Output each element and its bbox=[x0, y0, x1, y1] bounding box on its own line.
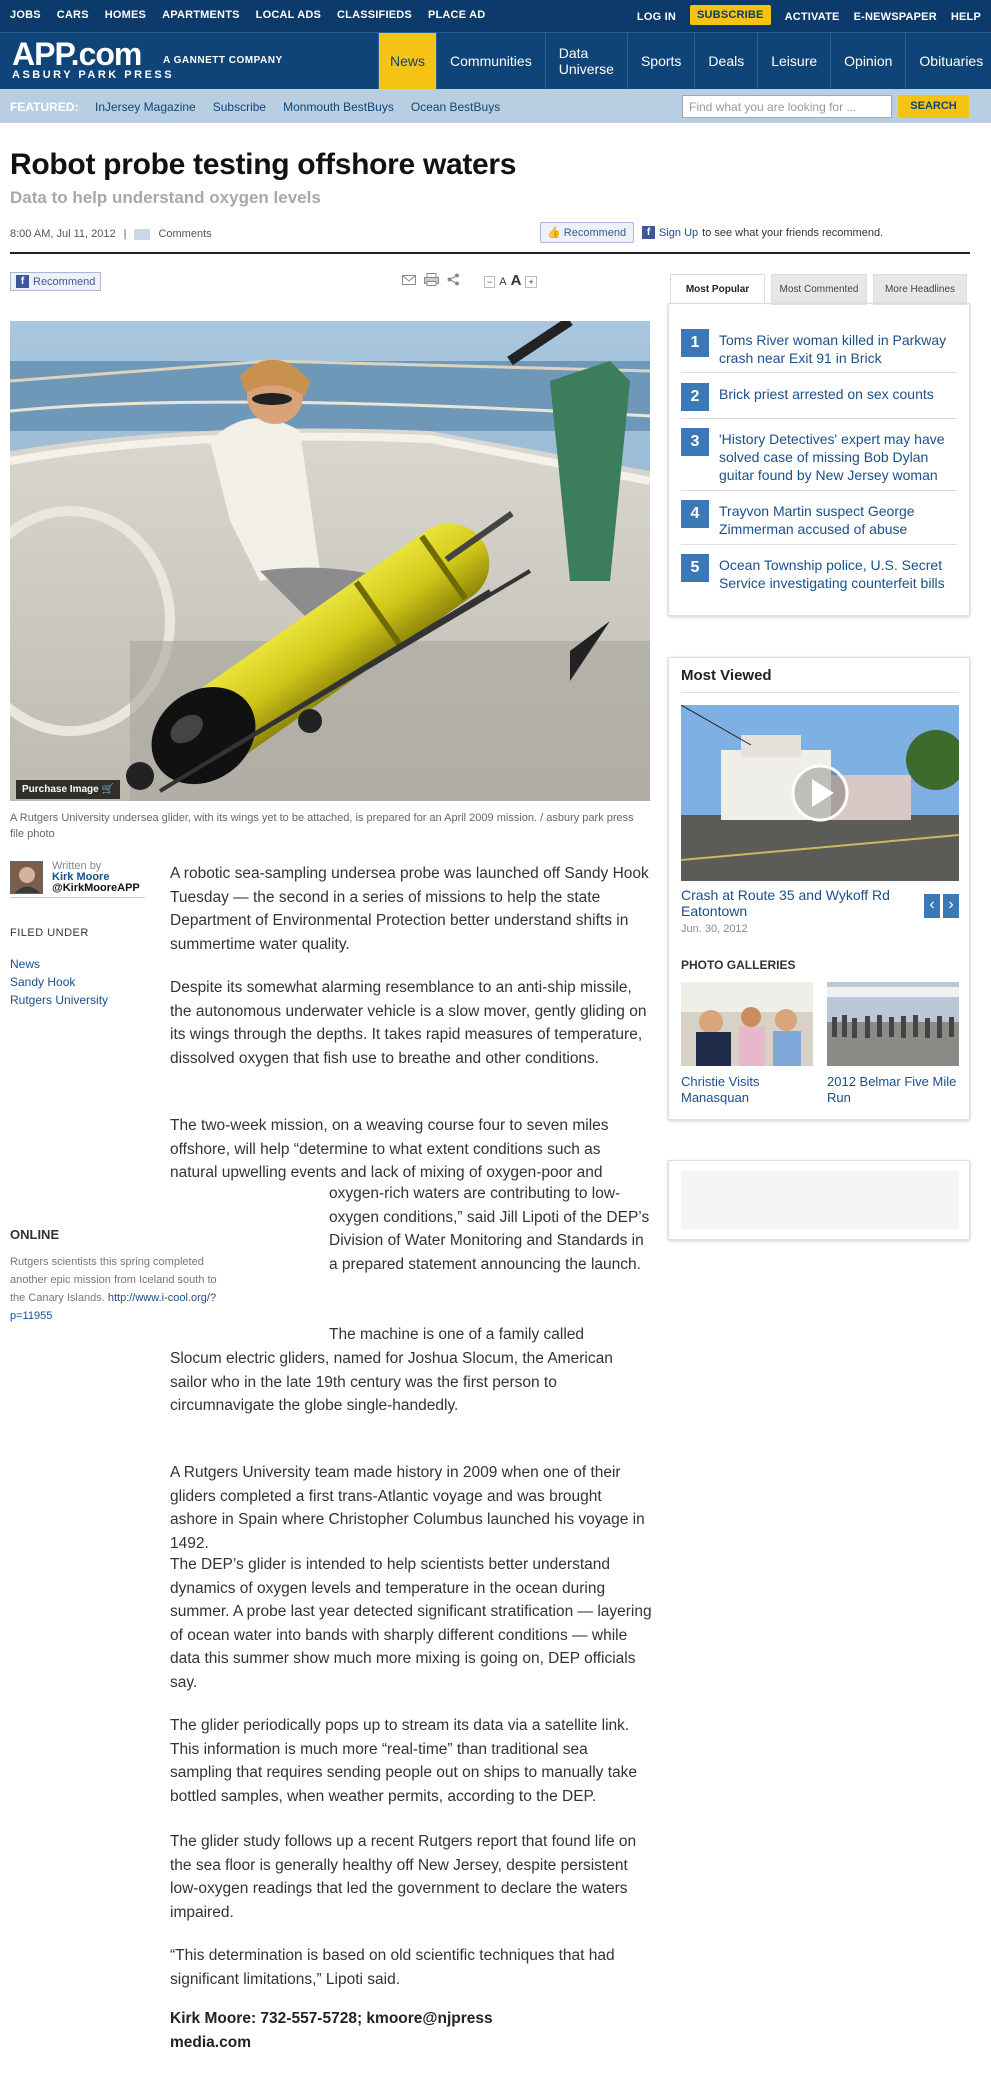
nav-tab-opinion[interactable]: Opinion bbox=[830, 33, 905, 89]
gallery-photo-illustration bbox=[827, 982, 959, 1066]
share-icon[interactable] bbox=[447, 273, 460, 286]
online-link[interactable]: http://www.i-cool.org/?p=11955 bbox=[10, 1292, 217, 1322]
nav-tab-news[interactable]: News bbox=[378, 33, 436, 89]
article-photo[interactable] bbox=[10, 321, 650, 801]
comments-link[interactable]: Comments bbox=[158, 228, 212, 240]
headline-tabs bbox=[670, 274, 967, 305]
most-viewed-video-thumbnail[interactable] bbox=[681, 705, 959, 881]
list-divider bbox=[681, 544, 957, 545]
featured-link-subscribe[interactable]: Subscribe bbox=[212, 100, 267, 114]
rank-badge: 3 bbox=[681, 428, 709, 456]
popular-headline[interactable]: Toms River woman killed in Parkway crash near Exit 91 in Brick bbox=[719, 332, 947, 366]
author-avatar[interactable] bbox=[10, 861, 43, 894]
purchase-image-label: Purchase Image bbox=[22, 784, 99, 795]
purchase-image-button[interactable] bbox=[16, 780, 120, 799]
tab-most-popular[interactable]: Most Popular bbox=[670, 274, 765, 305]
help-link[interactable]: HELP bbox=[950, 11, 981, 23]
byline bbox=[52, 861, 140, 894]
featured-links bbox=[95, 100, 500, 114]
search-input[interactable]: Find what you are looking for ... bbox=[682, 95, 892, 118]
most-popular-list bbox=[668, 303, 970, 616]
comment-icon bbox=[134, 229, 150, 240]
utility-link-classifieds[interactable]: CLASSIFIEDS bbox=[337, 9, 412, 21]
facebook-recommend-button[interactable] bbox=[540, 222, 634, 243]
article-headline: Robot probe testing offshore waters bbox=[10, 148, 517, 181]
increase-font-icon[interactable]: + bbox=[525, 276, 536, 288]
utility-link-apartments[interactable]: APARTMENTS bbox=[162, 9, 240, 21]
list-item[interactable] bbox=[681, 329, 961, 367]
article-paragraph: The two-week mission, on a weaving course four to seven miles offshore, will help “determine to what extent conditions such as natural upwelling events and lack of mixing of oxygen-poor and bbox=[170, 1117, 609, 1182]
article-subhead: Data to help understand oxygen levels bbox=[10, 188, 321, 207]
online-blurb bbox=[10, 1253, 228, 1325]
rank-badge: 2 bbox=[681, 383, 709, 411]
glider-photo-illustration bbox=[10, 321, 650, 801]
article-meta bbox=[10, 228, 212, 240]
ad-slot-placeholder bbox=[681, 1171, 959, 1229]
most-viewed-divider bbox=[681, 692, 959, 693]
filed-under-heading: FILED UNDER bbox=[10, 927, 89, 939]
search-button[interactable]: SEARCH bbox=[898, 95, 969, 118]
featured-link-injersey[interactable]: InJersey Magazine bbox=[95, 100, 196, 114]
filed-under-tags bbox=[10, 955, 108, 1009]
chevron-left-icon[interactable]: ‹ bbox=[924, 894, 940, 918]
author-handle[interactable]: @KirkMooreAPP bbox=[52, 882, 140, 894]
print-icon[interactable] bbox=[424, 273, 439, 286]
tag-rutgers-university[interactable]: Rutgers University bbox=[10, 993, 109, 1007]
article-tools bbox=[402, 273, 460, 286]
font-size-controls bbox=[484, 272, 537, 289]
most-viewed-date: Jun. 30, 2012 bbox=[681, 923, 748, 935]
logo-subtitle: ASBURY PARK PRESS bbox=[12, 69, 175, 81]
list-item[interactable] bbox=[681, 383, 961, 411]
featured-bar bbox=[0, 89, 991, 123]
featured-link-monmouth[interactable]: Monmouth BestBuys bbox=[283, 100, 394, 114]
logo-text: APP.com bbox=[12, 36, 142, 72]
nav-tabs bbox=[378, 33, 991, 89]
list-item[interactable] bbox=[681, 554, 961, 592]
rank-badge: 4 bbox=[681, 500, 709, 528]
online-heading: ONLINE bbox=[10, 1227, 60, 1242]
author-contact: Kirk Moore: 732-557-5728; kmoore@njpress media.com bbox=[170, 2010, 493, 2051]
gallery-thumbnail-christie[interactable] bbox=[681, 982, 813, 1066]
most-viewed-caption[interactable]: Crash at Route 35 and Wykoff Rd Eatontown bbox=[681, 887, 890, 919]
activate-link[interactable]: ACTIVATE bbox=[784, 11, 840, 23]
popular-headline[interactable]: 'History Detectives' expert may have solved case of missing Bob Dylan guitar found by New Jersey woman bbox=[719, 431, 945, 483]
utility-link-cars[interactable]: CARS bbox=[56, 9, 89, 21]
play-icon[interactable] bbox=[790, 763, 850, 823]
gallery-photo-illustration bbox=[681, 982, 813, 1066]
login-link[interactable]: LOG IN bbox=[636, 11, 676, 23]
gallery-thumbnail-belmar[interactable] bbox=[827, 982, 959, 1066]
facebook-icon: f bbox=[642, 226, 655, 239]
gallery-caption-belmar[interactable]: 2012 Belmar Five Mile Run bbox=[827, 1074, 957, 1105]
utility-links bbox=[10, 9, 485, 21]
utility-link-jobs[interactable]: JOBS bbox=[10, 9, 41, 21]
meta-separator: | bbox=[123, 228, 127, 240]
article-paragraph: Despite its somewhat alarming resemblance to an anti-ship missile, the autonomous underwater vehicle is a slow mover, gently gliding on its wings through the depths. It takes rapid measures of temperature, dissolved oxygen that fish use to breathe and other conditions. bbox=[170, 979, 647, 1067]
popular-headline[interactable]: Ocean Township police, U.S. Secret Service investigating counterfeit bills bbox=[719, 557, 945, 591]
ad-slot bbox=[668, 1160, 970, 1240]
article-paragraph: The DEP’s glider is intended to help scientists better understand dynamics of oxygen levels and temperature in the ocean during summer. A probe last year detected significant stratification — layering of ocean water into bands with sharply different conditions — while data this summer show much more mixing is going on, DEP officials say. bbox=[170, 1556, 652, 1691]
popular-headline[interactable]: Brick priest arrested on sex counts bbox=[719, 386, 934, 402]
article-paragraph: The glider periodically pops up to stream its data via a satellite link. This information is much more “real-time” than traditional sea sampling that requires sending people out on ships to manually take bottled samples, when weather permits, according to the DEP. bbox=[170, 1717, 638, 1805]
font-large-button[interactable]: A bbox=[510, 272, 522, 289]
rank-badge: 5 bbox=[681, 554, 709, 582]
list-divider bbox=[681, 490, 957, 491]
email-icon[interactable] bbox=[402, 275, 416, 285]
recommend-small-label: Recommend bbox=[33, 275, 96, 288]
font-small-button[interactable]: A bbox=[499, 276, 507, 288]
signup-link[interactable]: Sign Up bbox=[659, 226, 699, 239]
article-paragraph: oxygen-rich waters are contributing to low-oxygen conditions,” said Jill Lipoti of the DEP’s Division of Water Monitoring and Standards in a prepared statement announcing the launch. bbox=[329, 1185, 650, 1273]
nav-tab-deals[interactable]: Deals bbox=[694, 33, 757, 89]
signup-text: to see what your friends recommend. bbox=[702, 226, 884, 239]
featured-label: FEATURED: bbox=[10, 100, 79, 114]
facebook-signup bbox=[642, 226, 883, 239]
tab-more-headlines[interactable]: More Headlines bbox=[873, 274, 967, 305]
recommend-button-small[interactable] bbox=[10, 272, 101, 291]
most-viewed-module bbox=[668, 657, 970, 1120]
featured-link-ocean[interactable]: Ocean BestBuys bbox=[410, 100, 501, 114]
article-paragraph: A robotic sea-sampling undersea probe was launched off Sandy Hook Tuesday — the second in a series of missions to help the state Department of Environmental Protection better understand shifts in summertime water quality. bbox=[170, 865, 649, 953]
article-timestamp: 8:00 AM, Jul 11, 2012 bbox=[10, 228, 116, 240]
written-by-label: Written by bbox=[52, 860, 102, 872]
photo-galleries-heading: PHOTO GALLERIES bbox=[681, 958, 796, 972]
nav-tab-leisure[interactable]: Leisure bbox=[757, 33, 830, 89]
article-paragraph: A Rutgers University team made history in 2009 when one of their gliders completed a first trans-Atlantic voyage and was brought ashore in Spain where Christopher Columbus launched his voyage in 1492. bbox=[170, 1464, 645, 1552]
article-paragraph: The machine is one of a family called bbox=[329, 1326, 585, 1343]
rank-badge: 1 bbox=[681, 329, 709, 357]
thumbs-up-icon: 👍 bbox=[547, 227, 561, 239]
utility-link-local-ads[interactable]: LOCAL ADS bbox=[255, 9, 322, 21]
nav-tab-obituaries[interactable]: Obituaries bbox=[905, 33, 991, 89]
photo-caption: A Rutgers University undersea glider, with its wings yet to be attached, is prepared for an April 2009 mission. / asbury park press file photo bbox=[10, 812, 634, 840]
facebook-icon: f bbox=[16, 275, 29, 288]
most-viewed-title: Most Viewed bbox=[681, 667, 772, 684]
online-text: Rutgers scientists this spring completed another epic mission from Iceland south to the Canary Islands. bbox=[10, 1256, 217, 1304]
decrease-font-icon[interactable]: − bbox=[484, 276, 495, 288]
list-divider bbox=[681, 372, 957, 373]
author-avatar-illustration bbox=[11, 862, 43, 894]
tag-news[interactable]: News bbox=[10, 957, 41, 971]
tab-most-commented[interactable]: Most Commented bbox=[771, 274, 867, 305]
popular-headline[interactable]: Trayvon Martin suspect George Zimmerman accused of abuse bbox=[719, 503, 915, 537]
utility-link-place-ad[interactable]: PLACE AD bbox=[427, 9, 486, 21]
gallery-caption-christie[interactable]: Christie Visits Manasquan bbox=[681, 1074, 760, 1105]
company-tagline: A GANNETT COMPANY bbox=[163, 55, 283, 66]
utility-link-homes[interactable]: HOMES bbox=[104, 9, 147, 21]
header-divider bbox=[10, 252, 970, 254]
account-links bbox=[637, 9, 981, 25]
cart-icon: 🛒 bbox=[101, 784, 114, 795]
enewspaper-link[interactable]: E-NEWSPAPER bbox=[853, 11, 937, 23]
list-item[interactable] bbox=[681, 428, 961, 484]
list-item[interactable] bbox=[681, 500, 961, 538]
tag-sandy-hook[interactable]: Sandy Hook bbox=[10, 975, 76, 989]
article-paragraph: Slocum electric gliders, named for Joshua Slocum, the American sailor who in the late 19th century was the first person to circumnavigate the globe single-handedly. bbox=[170, 1350, 613, 1415]
article-paragraph: “This determination is based on old scientific techniques that had significant limitations,” Lipoti said. bbox=[170, 1947, 615, 1988]
site-logo[interactable] bbox=[12, 37, 174, 81]
main-navigation bbox=[0, 32, 991, 89]
author-name-link[interactable]: Kirk Moore bbox=[52, 871, 110, 883]
utility-bar bbox=[0, 0, 991, 32]
recommend-label: Recommend bbox=[563, 227, 627, 239]
nav-tab-communities[interactable]: Communities bbox=[436, 33, 545, 89]
byline-divider bbox=[10, 897, 145, 898]
subscribe-button[interactable]: SUBSCRIBE bbox=[690, 5, 771, 25]
chevron-right-icon[interactable]: › bbox=[943, 894, 959, 918]
article-paragraph: The glider study follows up a recent Rutgers report that found life on the sea floor is generally healthy off New Jersey, despite persistent low-oxygen readings that led the government to declare the waters impaired. bbox=[170, 1833, 637, 1921]
nav-tab-data-universe[interactable]: Data Universe bbox=[545, 33, 627, 89]
nav-tab-sports[interactable]: Sports bbox=[627, 33, 694, 89]
list-divider bbox=[681, 418, 957, 419]
